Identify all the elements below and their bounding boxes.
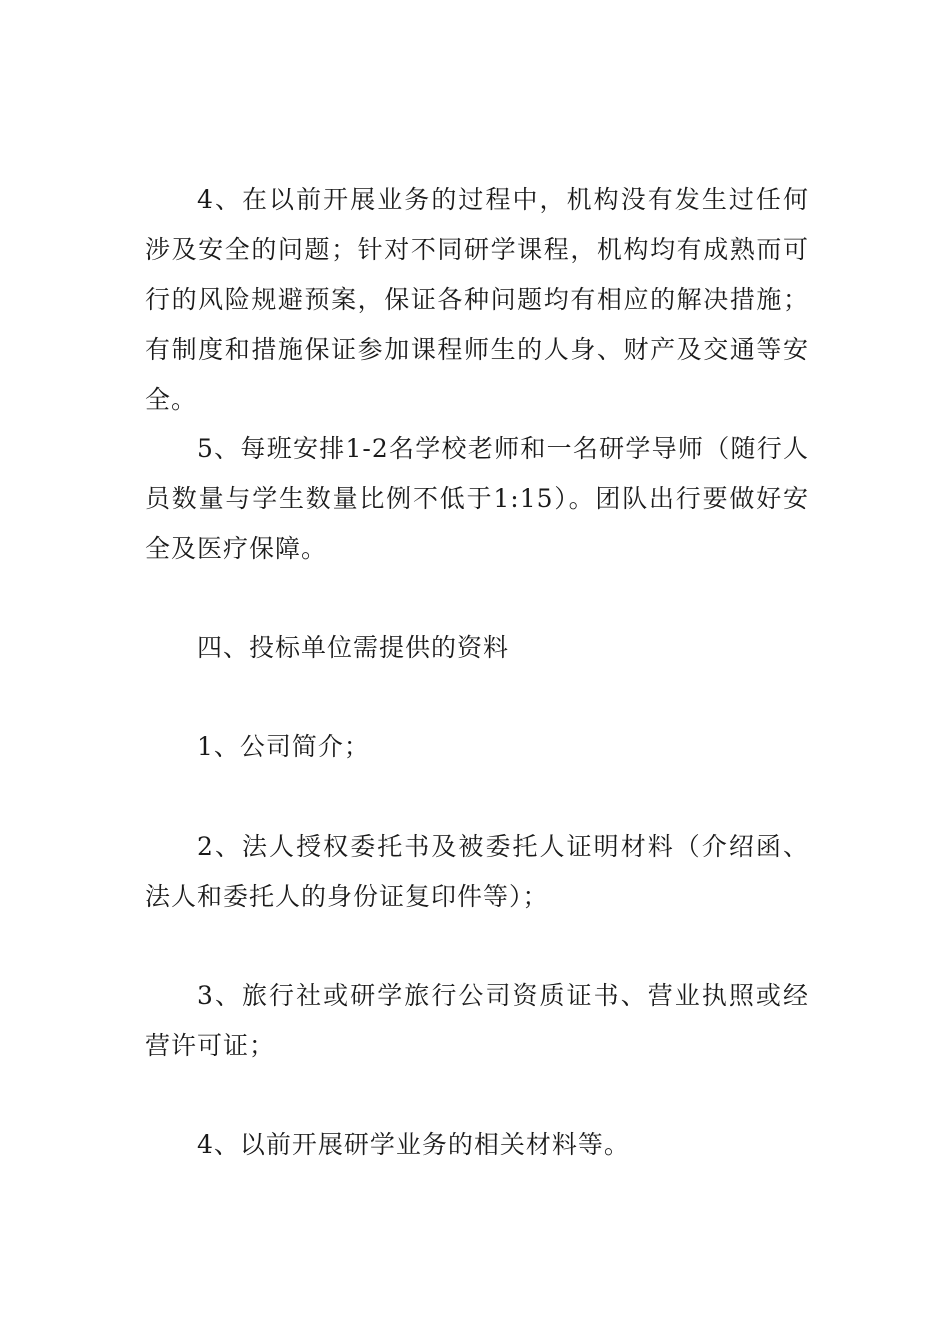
paragraph-safety-record: 4、在以前开展业务的过程中，机构没有发生过任何涉及安全的问题；针对不同研学课程，机构均有成熟而可行的风险规避预案，保证各种问题均有相应的解决措施；有制度和措施保证参加课程师生的人身、财产及交通等安全。 xyxy=(145,185,809,414)
paragraph-staffing-ratio: 5、每班安排1-2名学校老师和一名研学导师（随行人员数量与学生数量比例不低于1:15）。团队出行要做好安全及医疗保障。 xyxy=(145,434,809,563)
list-item-past-business-materials: 4、以前开展研学业务的相关材料等。 xyxy=(197,1130,630,1159)
list-item-qualification-certificates: 3、旅行社或研学旅行公司资质证书、营业执照或经营许可证； xyxy=(145,981,809,1060)
list-item-company-profile: 1、公司简介； xyxy=(197,732,370,761)
section-heading-required-materials: 四、投标单位需提供的资料 xyxy=(197,633,510,662)
list-item-authorization-letter: 2、法人授权委托书及被委托人证明材料（介绍函、法人和委托人的身份证复印件等）； xyxy=(145,832,809,911)
